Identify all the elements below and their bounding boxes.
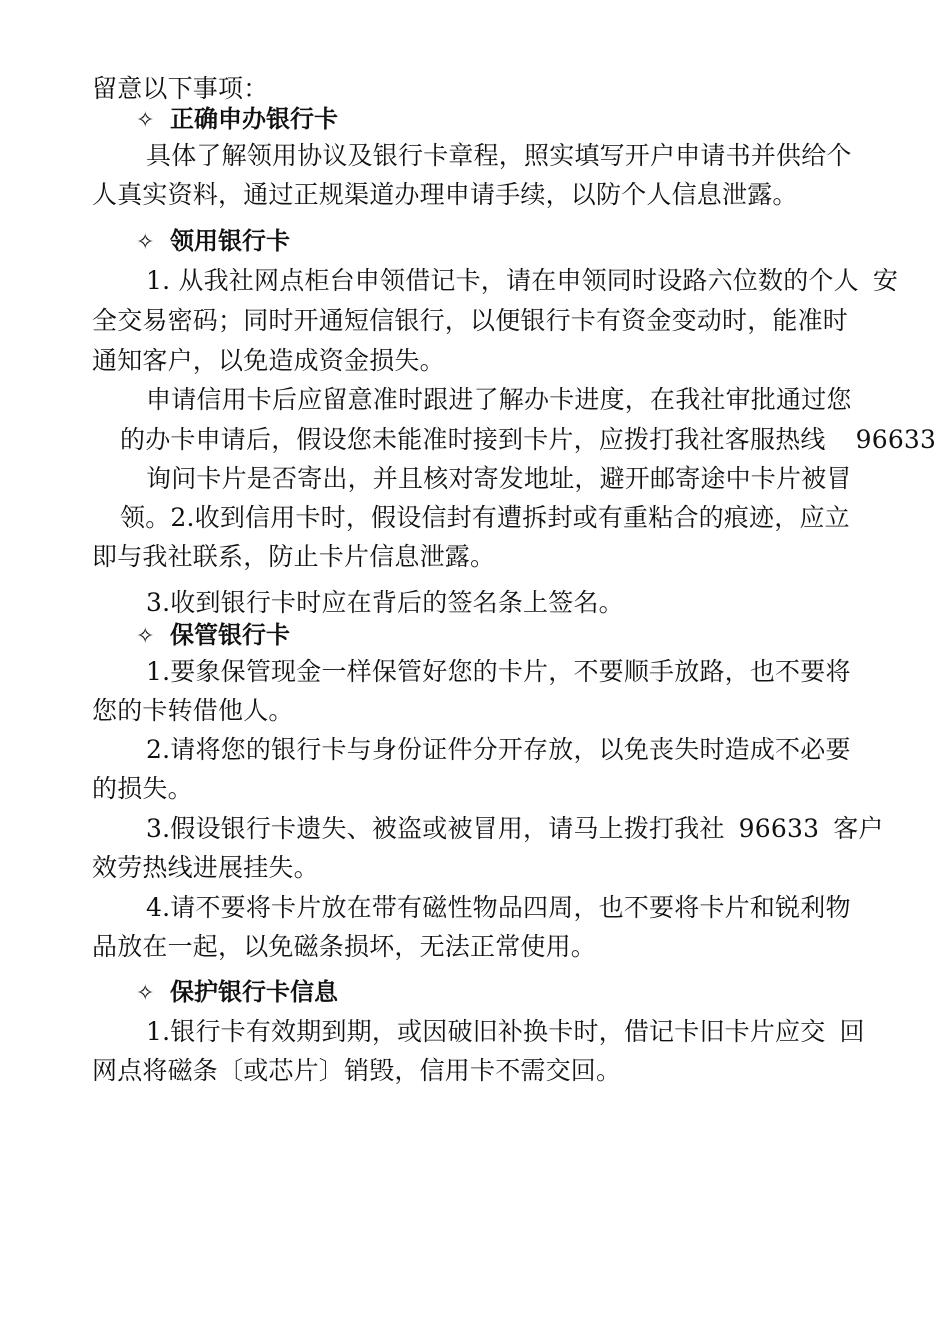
hotline-number: 96633 — [855, 425, 937, 454]
paragraph-line: 3.假设银行卡遗失、被盗或被冒用，请马上拨打我社 96633 客户 — [146, 814, 884, 843]
paragraph-line: 询问卡片是否寄出，并且核对寄发地址，避开邮寄途中卡片被冒 — [146, 464, 852, 493]
paragraph-line: 即与我社联系，防止卡片信息泄露。 — [92, 542, 496, 571]
paragraph-line: 人真实资料，通过正规渠道办理申请手续，以防个人信息泄露。 — [92, 180, 798, 209]
section-heading-keep: ✧ 保管银行卡 — [136, 620, 290, 652]
paragraph-line: 全交易密码；同时开通短信银行，以便银行卡有资金变动时，能准时 — [92, 306, 849, 335]
paragraph-line: 的损失。 — [92, 774, 193, 803]
section-heading-apply: ✧ 正确申办银行卡 — [136, 104, 338, 136]
paragraph-line: 申请信用卡后应留意准时跟进了解办卡进度，在我社审批通过您 — [146, 385, 852, 414]
paragraph-line: 的办卡申请后，假设您未能准时接到卡片，应拨打我社客服热线 96633 — [120, 425, 937, 454]
section-heading-receive: ✧ 领用银行卡 — [136, 226, 290, 258]
four-pointed-star-icon: ✧ — [136, 981, 155, 1006]
four-pointed-star-icon: ✧ — [136, 624, 155, 649]
paragraph-line: 品放在一起，以免磁条损坏，无法正常使用。 — [92, 932, 597, 961]
paragraph-line: 1.银行卡有效期到期，或因破旧补换卡时，借记卡旧卡片应交 回 — [146, 1017, 865, 1046]
paragraph-line: 1. 从我社网点柜台申领借记卡，请在申领同时设路六位数的个人 安 — [146, 266, 899, 295]
paragraph-line: 领。2.收到信用卡时，假设信封有遭拆封或有重粘合的痕迹，应立 — [120, 503, 850, 532]
paragraph-line: 网点将磁条〔或芯片〕销毁，信用卡不需交回。 — [92, 1056, 622, 1085]
paragraph-line: 效劳热线进展挂失。 — [92, 853, 319, 882]
four-pointed-star-icon: ✧ — [136, 230, 155, 255]
intro-text: 留意以下事项： — [92, 74, 269, 103]
paragraph-line: 您的卡转借他人。 — [92, 696, 294, 725]
paragraph-line: 通知客户，以免造成资金损失。 — [92, 346, 445, 375]
paragraph-line: 4.请不要将卡片放在带有磁性物品四周，也不要将卡片和锐利物 — [146, 893, 851, 922]
section-heading-protect: ✧ 保护银行卡信息 — [136, 977, 338, 1009]
paragraph-line: 2.请将您的银行卡与身份证件分开存放，以免丧失时造成不必要 — [146, 735, 851, 764]
paragraph-line: 3.收到银行卡时应在背后的签名条上签名。 — [146, 588, 624, 617]
paragraph-line: 具体了解领用协议及银行卡章程，照实填写开户申请书并供给个 — [146, 141, 852, 170]
hotline-number: 96633 — [738, 814, 820, 843]
paragraph-line: 1.要象保管现金一样保管好您的卡片，不要顺手放路，也不要将 — [146, 657, 851, 686]
four-pointed-star-icon: ✧ — [136, 108, 155, 133]
